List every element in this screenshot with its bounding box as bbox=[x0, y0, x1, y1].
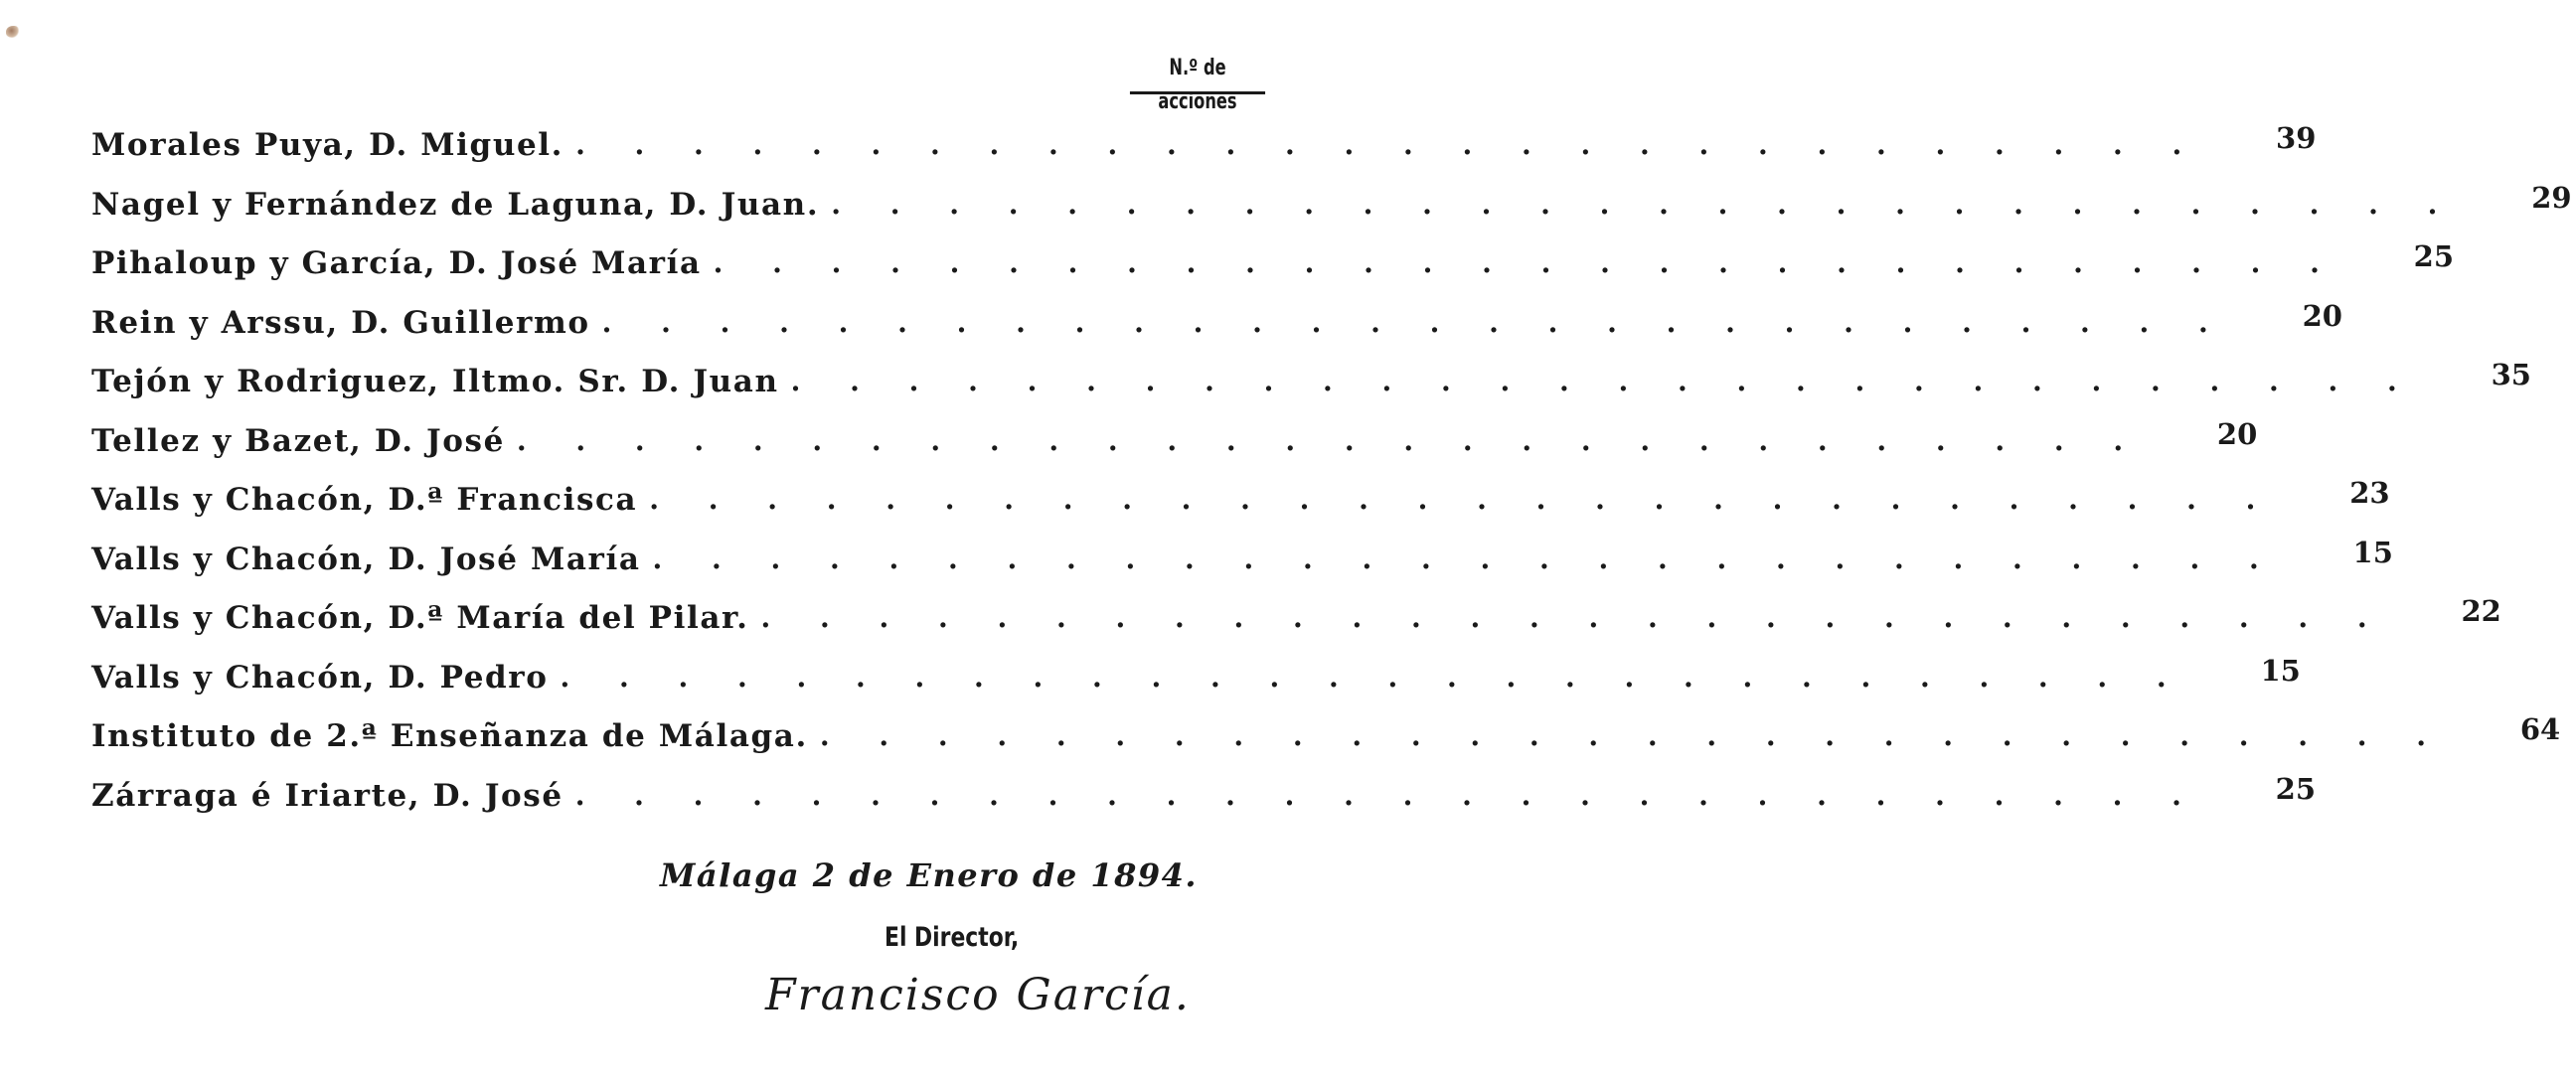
shareholder-list bbox=[91, 121, 2572, 833]
shareholder-name: Valls y Chacón, D.ª María del Pilar. bbox=[91, 600, 749, 636]
list-item bbox=[91, 535, 2393, 597]
column-header-shares: N.º de acciones bbox=[1130, 52, 1265, 94]
dot-leader: . . . . . . . . . . . . . . . . . . . . . . . . . . . . bbox=[760, 601, 2387, 634]
director-signature: Francisco García. bbox=[765, 970, 1191, 1020]
list-item bbox=[91, 476, 2390, 538]
dot-leader: . . . . . . . . . . . . . . . . . . . . . . . . . . . . bbox=[575, 128, 2202, 161]
list-item bbox=[91, 653, 2301, 715]
dot-leader: . . . . . . . . . . . . . . . . . . . . . . . . . . . . bbox=[831, 187, 2458, 221]
dot-leader: . . . . . . . . . . . . . . . . . . . . . . . . . . . . bbox=[713, 246, 2339, 279]
list-item bbox=[91, 358, 2531, 419]
shareholder-name: Pihaloup y García, D. José María bbox=[91, 245, 702, 281]
share-count: 25 bbox=[2413, 239, 2454, 273]
share-count: 23 bbox=[2349, 476, 2390, 510]
dot-leader: . . . . . . . . . . . . . . . . . . . . . . . . . . . . bbox=[819, 719, 2447, 752]
share-count: 64 bbox=[2519, 712, 2561, 746]
list-item bbox=[91, 594, 2501, 656]
list-item bbox=[91, 298, 2342, 361]
share-count: 35 bbox=[2491, 358, 2531, 391]
list-item bbox=[91, 239, 2454, 301]
dot-leader: . . . . . . . . . . . . . . . . . . . . . . . . . . . . bbox=[601, 305, 2228, 339]
list-item bbox=[91, 121, 2317, 183]
share-count: 15 bbox=[2260, 653, 2301, 688]
list-item bbox=[91, 180, 2572, 242]
share-count: 20 bbox=[2216, 416, 2258, 451]
dot-leader: . . . . . . . . . . . . . . . . . . . . . . . . . . . . bbox=[652, 542, 2279, 575]
share-count: 29 bbox=[2531, 180, 2572, 215]
share-count: 25 bbox=[2275, 771, 2317, 806]
shareholder-name: Valls y Chacón, D. Pedro bbox=[91, 659, 549, 696]
shareholder-name: Nagel y Fernández de Laguna, D. Juan. bbox=[91, 186, 820, 223]
share-count: 39 bbox=[2276, 121, 2317, 155]
dot-leader: . . . . . . . . . . . . . . . . . . . . . . . . . . . . bbox=[790, 365, 2417, 397]
shareholder-name: Tellez y Bazet, D. José bbox=[91, 422, 505, 459]
shareholder-name: Valls y Chacón, D. José María bbox=[91, 541, 641, 577]
ink-speck bbox=[6, 26, 20, 38]
share-count: 22 bbox=[2461, 594, 2501, 628]
shareholder-name: Instituto de 2.ª Enseñanza de Málaga. bbox=[91, 718, 808, 754]
director-label: El Director, bbox=[885, 922, 1020, 953]
share-count: 20 bbox=[2302, 298, 2342, 333]
shareholder-name: Rein y Arssu, D. Guillermo bbox=[91, 304, 590, 341]
list-item bbox=[91, 712, 2561, 774]
dot-leader: . . . . . . . . . . . . . . . . . . . . . . . . . . . . bbox=[560, 660, 2186, 694]
list-item bbox=[91, 416, 2258, 479]
dot-leader: . . . . . . . . . . . . . . . . . . . . . . . . . . . . bbox=[574, 778, 2201, 812]
shareholder-name: Tejón y Rodriguez, Iltmo. Sr. D. Juan bbox=[91, 364, 779, 399]
share-count: 15 bbox=[2352, 535, 2393, 569]
shareholder-name: Valls y Chacón, D.ª Francisca bbox=[91, 482, 638, 518]
shareholder-name: Zárraga é Iriarte, D. José bbox=[91, 777, 564, 814]
dot-leader: . . . . . . . . . . . . . . . . . . . . . . . . . . . . bbox=[649, 483, 2276, 516]
dot-leader: . . . . . . . . . . . . . . . . . . . . . . . . . . . . bbox=[516, 423, 2144, 457]
place-date: Málaga 2 de Enero de 1894. bbox=[660, 856, 1199, 894]
list-item bbox=[91, 771, 2317, 834]
shareholder-name: Morales Puya, D. Miguel. bbox=[91, 127, 564, 163]
